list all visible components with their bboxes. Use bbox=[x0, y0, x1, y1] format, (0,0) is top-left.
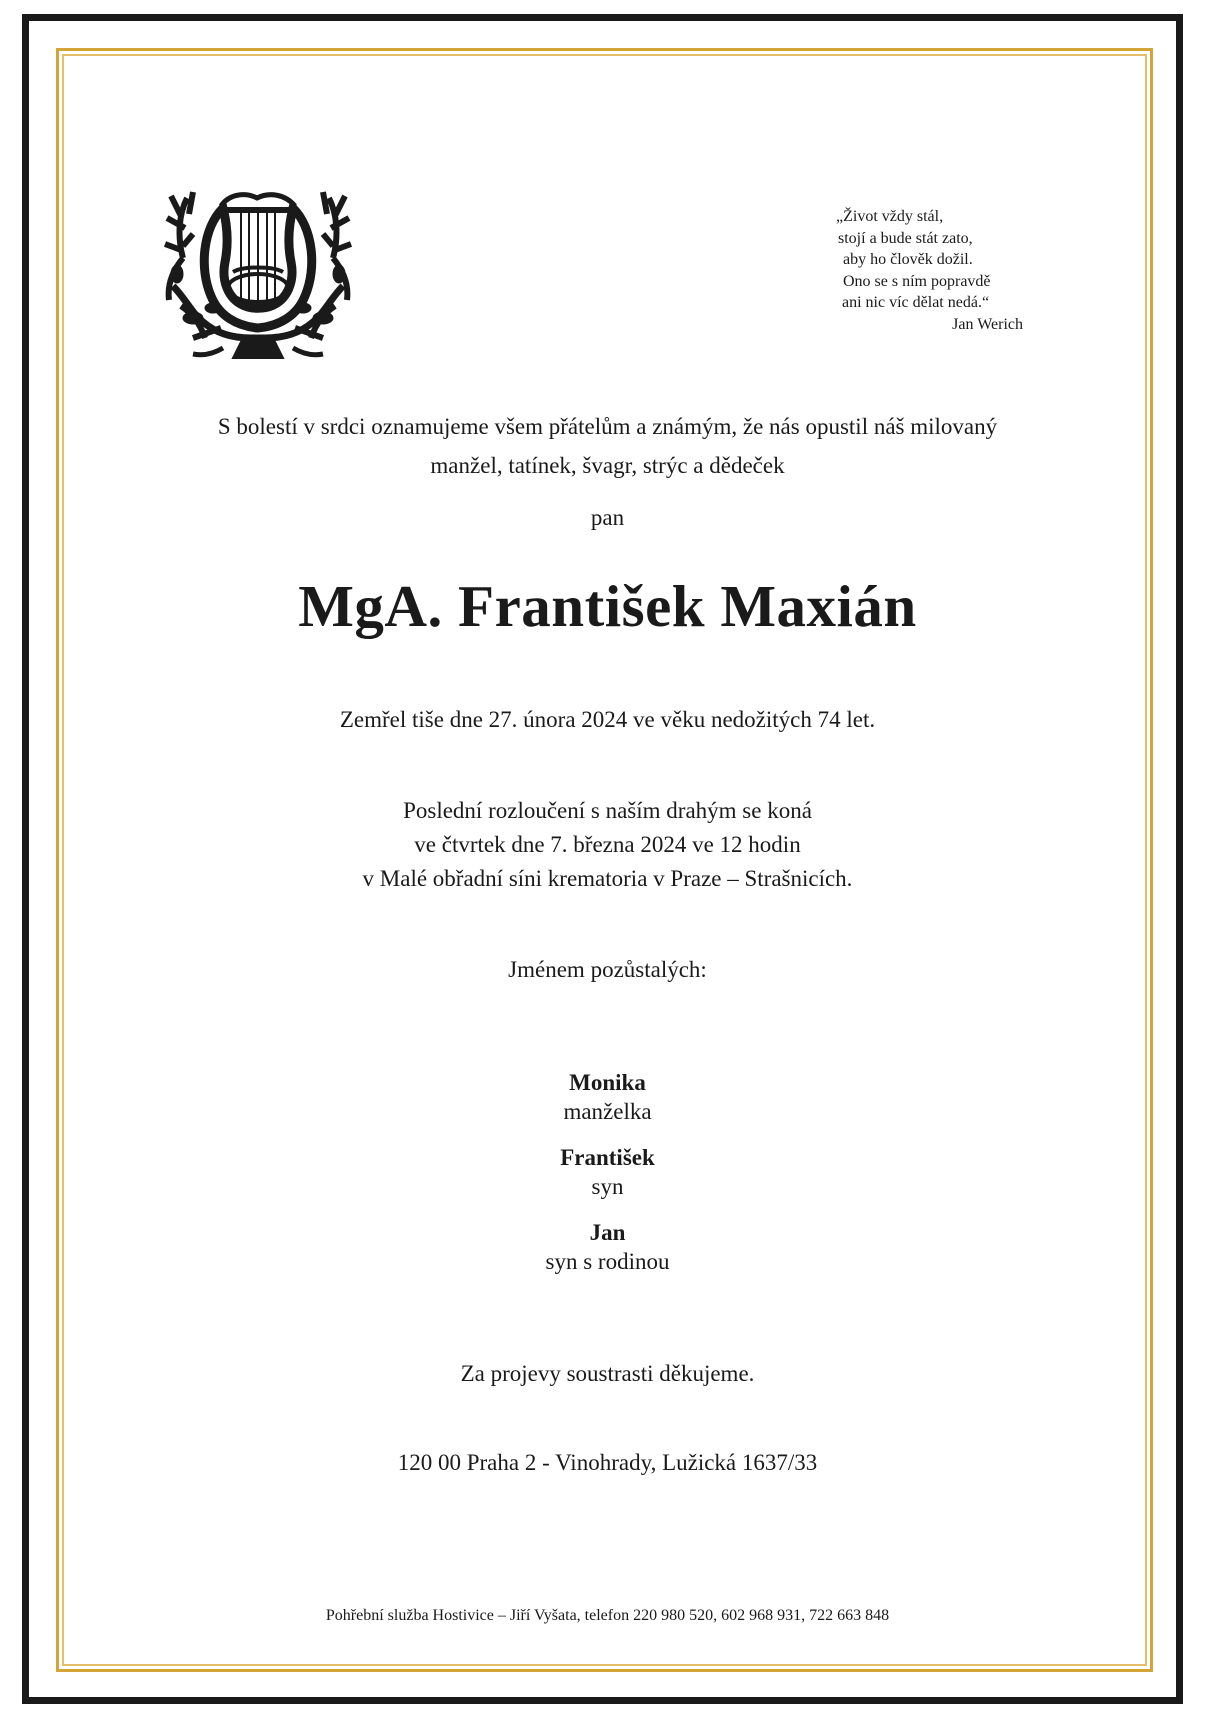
ceremony-line-3: v Malé obřadní síni krematoria v Praze – Strašnicích. bbox=[362, 866, 853, 891]
behalf-label: Jménem pozůstalých: bbox=[508, 957, 707, 982]
survivor-relation: syn s rodinou bbox=[545, 1249, 670, 1274]
ceremony-line-2: ve čtvrtek dne 7. března 2024 ve 12 hodin bbox=[414, 832, 801, 857]
quote-line: ani nic víc dělat nedá.“ bbox=[842, 294, 990, 311]
survivor-relation: syn bbox=[591, 1174, 624, 1199]
death-info: Zemřel tiše dne 27. února 2024 ve věku nedožitých 74 let. bbox=[339, 707, 876, 732]
ceremony-line-1: Poslední rozloučení s naším drahým se koná bbox=[403, 798, 812, 823]
werich-quote bbox=[808, 206, 1038, 335]
announcement-line-2: manžel, tatínek, švagr, strýc a dědeček bbox=[430, 453, 785, 478]
quote-line: stojí a bude stát zato, bbox=[838, 229, 973, 247]
survivor-name: Monika bbox=[569, 1070, 646, 1095]
quote-author: Jan Werich bbox=[952, 315, 1023, 333]
announcement-line-1: S bolestí v srdci oznamujeme všem přátelům a známým, že nás opustil náš milovaný bbox=[217, 414, 998, 439]
survivor-entry bbox=[0, 1218, 1205, 1276]
family-address: 120 00 Praha 2 - Vinohrady, Lužická 1637/33 bbox=[397, 1450, 818, 1475]
survivor-entry bbox=[0, 1068, 1205, 1126]
survivor-entry bbox=[0, 1143, 1205, 1201]
funeral-service-footer: Pohřební služba Hostivice – Jiří Vyšata, telefon 220 980 520, 602 968 931, 722 663 848 bbox=[325, 1607, 890, 1624]
deceased-name: MgA. František Maxián bbox=[298, 573, 917, 639]
ceremony-info bbox=[0, 794, 1205, 896]
title-prefix: pan bbox=[590, 505, 625, 530]
survivor-name: Jan bbox=[589, 1220, 626, 1245]
lyre-wreath-icon bbox=[163, 188, 353, 364]
survivor-name: František bbox=[560, 1145, 655, 1170]
quote-line: aby ho člověk dožil. bbox=[843, 251, 973, 268]
thanks-line: Za projevy soustrasti děkujeme. bbox=[460, 1361, 755, 1386]
announcement bbox=[0, 407, 1205, 485]
quote-line: „Život vždy stál, bbox=[836, 208, 944, 225]
quote-line: Ono se s ním popravdě bbox=[843, 272, 991, 290]
survivors-list bbox=[0, 1068, 1205, 1293]
survivor-relation: manželka bbox=[563, 1099, 652, 1124]
